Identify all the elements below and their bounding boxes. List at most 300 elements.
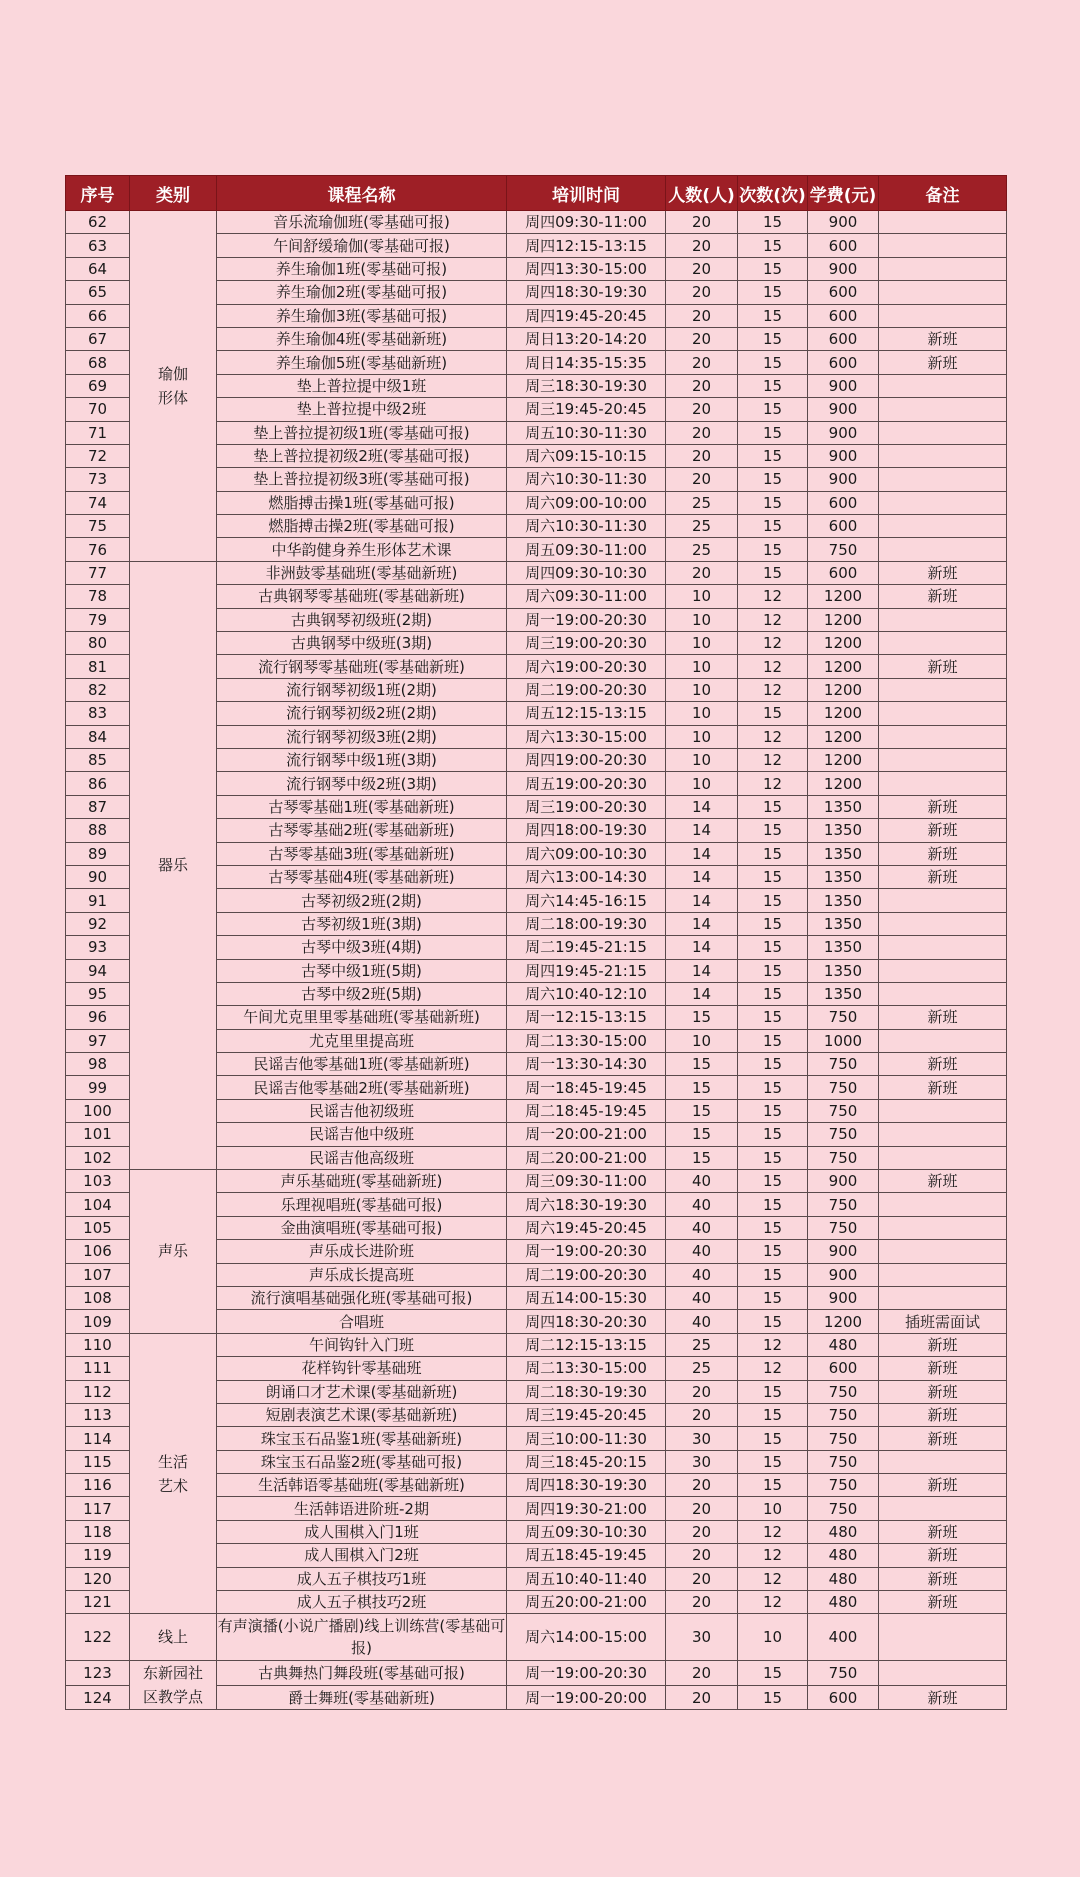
course-name-cell: 养生瑜伽2班(零基础可报) xyxy=(217,281,507,304)
remark-cell xyxy=(879,444,1007,467)
session-count-cell: 15 xyxy=(738,281,808,304)
training-time-cell: 周六09:00-10:00 xyxy=(507,491,666,514)
remark-cell xyxy=(879,1193,1007,1216)
session-count-cell: 15 xyxy=(738,538,808,561)
session-count-cell: 12 xyxy=(738,725,808,748)
capacity-cell: 20 xyxy=(666,374,738,397)
remark-cell: 新班 xyxy=(879,865,1007,888)
row-index-cell: 115 xyxy=(66,1450,130,1473)
row-index-cell: 116 xyxy=(66,1474,130,1497)
training-time-cell: 周四12:15-13:15 xyxy=(507,234,666,257)
category-cell xyxy=(130,1333,217,1614)
session-count-cell: 15 xyxy=(738,865,808,888)
row-index-cell: 64 xyxy=(66,257,130,280)
capacity-cell: 40 xyxy=(666,1310,738,1333)
capacity-cell: 10 xyxy=(666,585,738,608)
course-name-cell: 爵士舞班(零基础新班) xyxy=(217,1685,507,1710)
capacity-cell: 20 xyxy=(666,281,738,304)
capacity-cell: 25 xyxy=(666,538,738,561)
row-index-cell: 110 xyxy=(66,1333,130,1356)
training-time-cell: 周一18:45-19:45 xyxy=(507,1076,666,1099)
header-capacity: 人数(人) xyxy=(666,176,738,211)
session-count-cell: 15 xyxy=(738,982,808,1005)
row-index-cell: 92 xyxy=(66,912,130,935)
session-count-cell: 12 xyxy=(738,1544,808,1567)
course-name-cell: 花样钩针零基础班 xyxy=(217,1357,507,1380)
course-name-cell: 流行钢琴初级1班(2期) xyxy=(217,678,507,701)
training-time-cell: 周六09:15-10:15 xyxy=(507,444,666,467)
training-time-cell: 周五19:00-20:30 xyxy=(507,772,666,795)
remark-cell xyxy=(879,1123,1007,1146)
remark-cell xyxy=(879,772,1007,795)
course-name-cell: 垫上普拉提中级1班 xyxy=(217,374,507,397)
fee-cell: 600 xyxy=(808,281,879,304)
session-count-cell: 12 xyxy=(738,632,808,655)
capacity-cell: 30 xyxy=(666,1614,738,1661)
fee-cell: 750 xyxy=(808,1123,879,1146)
session-count-cell: 15 xyxy=(738,234,808,257)
course-name-cell: 古琴中级3班(4期) xyxy=(217,936,507,959)
session-count-cell: 15 xyxy=(738,1450,808,1473)
row-index-cell: 105 xyxy=(66,1216,130,1239)
capacity-cell: 20 xyxy=(666,1380,738,1403)
fee-cell: 1350 xyxy=(808,982,879,1005)
capacity-cell: 40 xyxy=(666,1193,738,1216)
course-name-cell: 养生瑜伽1班(零基础可报) xyxy=(217,257,507,280)
training-time-cell: 周二12:15-13:15 xyxy=(507,1333,666,1356)
capacity-cell: 20 xyxy=(666,304,738,327)
category-label: 瑜伽 xyxy=(157,364,188,383)
session-count-cell: 15 xyxy=(738,842,808,865)
capacity-cell: 20 xyxy=(666,1520,738,1543)
session-count-cell: 15 xyxy=(738,912,808,935)
course-name-cell: 古琴初级2班(2期) xyxy=(217,889,507,912)
session-count-cell: 12 xyxy=(738,608,808,631)
session-count-cell: 12 xyxy=(738,1591,808,1614)
fee-cell: 1200 xyxy=(808,702,879,725)
course-name-cell: 垫上普拉提初级1班(零基础可报) xyxy=(217,421,507,444)
training-time-cell: 周五20:00-21:00 xyxy=(507,1591,666,1614)
fee-cell: 750 xyxy=(808,1427,879,1450)
remark-cell xyxy=(879,1614,1007,1661)
remark-cell xyxy=(879,398,1007,421)
remark-cell xyxy=(879,1661,1007,1686)
capacity-cell: 30 xyxy=(666,1450,738,1473)
category-label: 形体 xyxy=(157,388,188,407)
row-index-cell: 87 xyxy=(66,795,130,818)
capacity-cell: 40 xyxy=(666,1216,738,1239)
fee-cell: 1200 xyxy=(808,725,879,748)
fee-cell: 1200 xyxy=(808,585,879,608)
row-index-cell: 108 xyxy=(66,1286,130,1309)
course-name-cell: 古琴中级2班(5期) xyxy=(217,982,507,1005)
row-index-cell: 114 xyxy=(66,1427,130,1450)
course-name-cell: 古典钢琴零基础班(零基础新班) xyxy=(217,585,507,608)
training-time-cell: 周一13:30-14:30 xyxy=(507,1053,666,1076)
training-time-cell: 周三19:00-20:30 xyxy=(507,795,666,818)
capacity-cell: 15 xyxy=(666,1099,738,1122)
header-course-name: 课程名称 xyxy=(217,176,507,211)
session-count-cell: 10 xyxy=(738,1497,808,1520)
fee-cell: 1200 xyxy=(808,655,879,678)
fee-cell: 1350 xyxy=(808,865,879,888)
session-count-cell: 12 xyxy=(738,1357,808,1380)
row-index-cell: 124 xyxy=(66,1685,130,1710)
course-name-cell: 非洲鼓零基础班(零基础新班) xyxy=(217,561,507,584)
capacity-cell: 15 xyxy=(666,1006,738,1029)
category-label: 声乐 xyxy=(157,1242,188,1261)
remark-cell: 新班 xyxy=(879,1685,1007,1710)
fee-cell: 480 xyxy=(808,1591,879,1614)
session-count-cell: 15 xyxy=(738,1076,808,1099)
training-time-cell: 周六19:45-20:45 xyxy=(507,1216,666,1239)
row-index-cell: 82 xyxy=(66,678,130,701)
course-name-cell: 民谣吉他高级班 xyxy=(217,1146,507,1169)
row-index-cell: 91 xyxy=(66,889,130,912)
session-count-cell: 15 xyxy=(738,1286,808,1309)
session-count-cell: 15 xyxy=(738,1263,808,1286)
fee-cell: 480 xyxy=(808,1544,879,1567)
capacity-cell: 25 xyxy=(666,1333,738,1356)
category-label: 东新园社 xyxy=(142,1664,203,1683)
row-index-cell: 75 xyxy=(66,515,130,538)
course-name-cell: 古典钢琴中级班(3期) xyxy=(217,632,507,655)
fee-cell: 600 xyxy=(808,304,879,327)
capacity-cell: 20 xyxy=(666,1474,738,1497)
training-time-cell: 周一19:00-20:30 xyxy=(507,1240,666,1263)
training-time-cell: 周六18:30-19:30 xyxy=(507,1193,666,1216)
training-time-cell: 周五18:45-19:45 xyxy=(507,1544,666,1567)
remark-cell xyxy=(879,1029,1007,1052)
training-time-cell: 周二18:45-19:45 xyxy=(507,1099,666,1122)
row-index-cell: 93 xyxy=(66,936,130,959)
header-remark: 备注 xyxy=(879,176,1007,211)
training-time-cell: 周五09:30-10:30 xyxy=(507,1520,666,1543)
fee-cell: 1200 xyxy=(808,772,879,795)
fee-cell: 900 xyxy=(808,257,879,280)
remark-cell: 新班 xyxy=(879,1053,1007,1076)
remark-cell: 新班 xyxy=(879,1357,1007,1380)
capacity-cell: 20 xyxy=(666,1661,738,1686)
course-name-cell: 流行钢琴初级2班(2期) xyxy=(217,702,507,725)
row-index-cell: 95 xyxy=(66,982,130,1005)
row-index-cell: 69 xyxy=(66,374,130,397)
fee-cell: 750 xyxy=(808,1099,879,1122)
header-fee: 学费(元) xyxy=(808,176,879,211)
training-time-cell: 周三19:45-20:45 xyxy=(507,398,666,421)
fee-cell: 900 xyxy=(808,444,879,467)
course-name-cell: 短剧表演艺术课(零基础新班) xyxy=(217,1403,507,1426)
category-cell xyxy=(130,561,217,1169)
fee-cell: 600 xyxy=(808,561,879,584)
course-name-cell: 流行钢琴零基础班(零基础新班) xyxy=(217,655,507,678)
fee-cell: 1350 xyxy=(808,889,879,912)
course-name-cell: 古琴零基础4班(零基础新班) xyxy=(217,865,507,888)
fee-cell: 480 xyxy=(808,1520,879,1543)
fee-cell: 900 xyxy=(808,374,879,397)
remark-cell xyxy=(879,1497,1007,1520)
course-name-cell: 古琴零基础2班(零基础新班) xyxy=(217,819,507,842)
capacity-cell: 14 xyxy=(666,889,738,912)
session-count-cell: 15 xyxy=(738,398,808,421)
remark-cell xyxy=(879,678,1007,701)
fee-cell: 1000 xyxy=(808,1029,879,1052)
capacity-cell: 10 xyxy=(666,608,738,631)
course-name-cell: 流行演唱基础强化班(零基础可报) xyxy=(217,1286,507,1309)
fee-cell: 1200 xyxy=(808,678,879,701)
capacity-cell: 14 xyxy=(666,842,738,865)
training-time-cell: 周五10:30-11:30 xyxy=(507,421,666,444)
header-time: 培训时间 xyxy=(507,176,666,211)
category-cell xyxy=(130,1614,217,1661)
training-time-cell: 周六10:30-11:30 xyxy=(507,515,666,538)
row-index-cell: 66 xyxy=(66,304,130,327)
fee-cell: 750 xyxy=(808,1380,879,1403)
remark-cell: 新班 xyxy=(879,795,1007,818)
row-index-cell: 65 xyxy=(66,281,130,304)
remark-cell xyxy=(879,468,1007,491)
training-time-cell: 周四09:30-10:30 xyxy=(507,561,666,584)
remark-cell: 新班 xyxy=(879,1567,1007,1590)
session-count-cell: 15 xyxy=(738,468,808,491)
capacity-cell: 14 xyxy=(666,795,738,818)
remark-cell: 新班 xyxy=(879,1544,1007,1567)
course-name-cell: 声乐基础班(零基础新班) xyxy=(217,1170,507,1193)
capacity-cell: 30 xyxy=(666,1427,738,1450)
training-time-cell: 周三19:45-20:45 xyxy=(507,1403,666,1426)
training-time-cell: 周四19:45-21:15 xyxy=(507,959,666,982)
course-name-cell: 燃脂搏击操1班(零基础可报) xyxy=(217,491,507,514)
session-count-cell: 15 xyxy=(738,444,808,467)
remark-cell xyxy=(879,1286,1007,1309)
course-name-cell: 成人围棋入门2班 xyxy=(217,1544,507,1567)
remark-cell xyxy=(879,702,1007,725)
course-name-cell: 午间舒缓瑜伽(零基础可报) xyxy=(217,234,507,257)
remark-cell: 新班 xyxy=(879,1591,1007,1614)
capacity-cell: 20 xyxy=(666,398,738,421)
remark-cell: 新班 xyxy=(879,1474,1007,1497)
remark-cell: 新班 xyxy=(879,1333,1007,1356)
row-index-cell: 120 xyxy=(66,1567,130,1590)
table-row xyxy=(66,211,1007,234)
course-table-container xyxy=(65,175,1006,1710)
course-name-cell: 古琴初级1班(3期) xyxy=(217,912,507,935)
session-count-cell: 15 xyxy=(738,1661,808,1686)
training-time-cell: 周三10:00-11:30 xyxy=(507,1427,666,1450)
training-time-cell: 周六13:30-15:00 xyxy=(507,725,666,748)
row-index-cell: 73 xyxy=(66,468,130,491)
course-name-cell: 午间尤克里里零基础班(零基础新班) xyxy=(217,1006,507,1029)
remark-cell xyxy=(879,1263,1007,1286)
course-name-cell: 音乐流瑜伽班(零基础可报) xyxy=(217,211,507,234)
row-index-cell: 99 xyxy=(66,1076,130,1099)
fee-cell: 900 xyxy=(808,1240,879,1263)
session-count-cell: 12 xyxy=(738,1333,808,1356)
remark-cell: 插班需面试 xyxy=(879,1310,1007,1333)
capacity-cell: 15 xyxy=(666,1053,738,1076)
row-index-cell: 90 xyxy=(66,865,130,888)
remark-cell: 新班 xyxy=(879,561,1007,584)
row-index-cell: 119 xyxy=(66,1544,130,1567)
fee-cell: 600 xyxy=(808,1357,879,1380)
row-index-cell: 84 xyxy=(66,725,130,748)
row-index-cell: 100 xyxy=(66,1099,130,1122)
table-row xyxy=(66,1661,1007,1686)
remark-cell: 新班 xyxy=(879,1520,1007,1543)
category-cell xyxy=(130,1661,217,1710)
fee-cell: 1350 xyxy=(808,819,879,842)
session-count-cell: 15 xyxy=(738,1006,808,1029)
fee-cell: 480 xyxy=(808,1567,879,1590)
header-index: 序号 xyxy=(66,176,130,211)
session-count-cell: 15 xyxy=(738,421,808,444)
row-index-cell: 104 xyxy=(66,1193,130,1216)
capacity-cell: 20 xyxy=(666,421,738,444)
training-time-cell: 周五14:00-15:30 xyxy=(507,1286,666,1309)
course-name-cell: 垫上普拉提中级2班 xyxy=(217,398,507,421)
training-time-cell: 周三19:00-20:30 xyxy=(507,632,666,655)
row-index-cell: 67 xyxy=(66,327,130,350)
course-name-cell: 古典钢琴初级班(2期) xyxy=(217,608,507,631)
course-name-cell: 民谣吉他初级班 xyxy=(217,1099,507,1122)
remark-cell xyxy=(879,889,1007,912)
session-count-cell: 15 xyxy=(738,959,808,982)
capacity-cell: 14 xyxy=(666,982,738,1005)
course-schedule-table xyxy=(65,175,1007,1710)
capacity-cell: 20 xyxy=(666,211,738,234)
training-time-cell: 周二20:00-21:00 xyxy=(507,1146,666,1169)
fee-cell: 750 xyxy=(808,1053,879,1076)
remark-cell xyxy=(879,1216,1007,1239)
training-time-cell: 周六14:45-16:15 xyxy=(507,889,666,912)
category-label: 艺术 xyxy=(157,1476,188,1495)
course-name-cell: 金曲演唱班(零基础可报) xyxy=(217,1216,507,1239)
session-count-cell: 15 xyxy=(738,889,808,912)
fee-cell: 600 xyxy=(808,234,879,257)
row-index-cell: 96 xyxy=(66,1006,130,1029)
remark-cell: 新班 xyxy=(879,1170,1007,1193)
fee-cell: 1200 xyxy=(808,632,879,655)
remark-cell: 新班 xyxy=(879,655,1007,678)
fee-cell: 1350 xyxy=(808,842,879,865)
session-count-cell: 15 xyxy=(738,1403,808,1426)
row-index-cell: 107 xyxy=(66,1263,130,1286)
fee-cell: 1350 xyxy=(808,912,879,935)
fee-cell: 900 xyxy=(808,421,879,444)
fee-cell: 750 xyxy=(808,538,879,561)
course-name-cell: 燃脂搏击操2班(零基础可报) xyxy=(217,515,507,538)
course-name-cell: 声乐成长进阶班 xyxy=(217,1240,507,1263)
capacity-cell: 10 xyxy=(666,725,738,748)
session-count-cell: 15 xyxy=(738,515,808,538)
training-time-cell: 周四19:00-20:30 xyxy=(507,748,666,771)
session-count-cell: 15 xyxy=(738,491,808,514)
capacity-cell: 14 xyxy=(666,936,738,959)
training-time-cell: 周六14:00-15:00 xyxy=(507,1614,666,1661)
training-time-cell: 周四13:30-15:00 xyxy=(507,257,666,280)
row-index-cell: 113 xyxy=(66,1403,130,1426)
fee-cell: 900 xyxy=(808,1286,879,1309)
session-count-cell: 15 xyxy=(738,304,808,327)
course-name-cell: 垫上普拉提初级3班(零基础可报) xyxy=(217,468,507,491)
remark-cell xyxy=(879,1146,1007,1169)
course-name-cell: 成人五子棋技巧1班 xyxy=(217,1567,507,1590)
capacity-cell: 25 xyxy=(666,515,738,538)
session-count-cell: 15 xyxy=(738,1685,808,1710)
row-index-cell: 103 xyxy=(66,1170,130,1193)
fee-cell: 900 xyxy=(808,1263,879,1286)
capacity-cell: 20 xyxy=(666,561,738,584)
remark-cell: 新班 xyxy=(879,819,1007,842)
training-time-cell: 周四18:30-19:30 xyxy=(507,281,666,304)
remark-cell xyxy=(879,608,1007,631)
row-index-cell: 78 xyxy=(66,585,130,608)
table-row xyxy=(66,1614,1007,1661)
session-count-cell: 15 xyxy=(738,702,808,725)
training-time-cell: 周四18:30-19:30 xyxy=(507,1474,666,1497)
training-time-cell: 周一12:15-13:15 xyxy=(507,1006,666,1029)
remark-cell: 新班 xyxy=(879,1380,1007,1403)
course-name-cell: 乐理视唱班(零基础可报) xyxy=(217,1193,507,1216)
remark-cell xyxy=(879,1099,1007,1122)
row-index-cell: 77 xyxy=(66,561,130,584)
training-time-cell: 周六10:30-11:30 xyxy=(507,468,666,491)
table-header-row xyxy=(66,176,1007,211)
remark-cell: 新班 xyxy=(879,327,1007,350)
capacity-cell: 14 xyxy=(666,959,738,982)
capacity-cell: 20 xyxy=(666,257,738,280)
row-index-cell: 117 xyxy=(66,1497,130,1520)
training-time-cell: 周二13:30-15:00 xyxy=(507,1357,666,1380)
session-count-cell: 12 xyxy=(738,748,808,771)
remark-cell xyxy=(879,211,1007,234)
training-time-cell: 周二19:45-21:15 xyxy=(507,936,666,959)
session-count-cell: 10 xyxy=(738,1614,808,1661)
row-index-cell: 97 xyxy=(66,1029,130,1052)
training-time-cell: 周日14:35-15:35 xyxy=(507,351,666,374)
training-time-cell: 周四09:30-11:00 xyxy=(507,211,666,234)
row-index-cell: 89 xyxy=(66,842,130,865)
capacity-cell: 20 xyxy=(666,327,738,350)
row-index-cell: 79 xyxy=(66,608,130,631)
row-index-cell: 74 xyxy=(66,491,130,514)
training-time-cell: 周五09:30-11:00 xyxy=(507,538,666,561)
remark-cell xyxy=(879,1450,1007,1473)
remark-cell: 新班 xyxy=(879,1427,1007,1450)
capacity-cell: 25 xyxy=(666,491,738,514)
capacity-cell: 10 xyxy=(666,632,738,655)
training-time-cell: 周二18:30-19:30 xyxy=(507,1380,666,1403)
remark-cell xyxy=(879,912,1007,935)
training-time-cell: 周六13:00-14:30 xyxy=(507,865,666,888)
course-name-cell: 珠宝玉石品鉴1班(零基础新班) xyxy=(217,1427,507,1450)
category-label: 区教学点 xyxy=(142,1688,203,1707)
training-time-cell: 周六09:30-11:00 xyxy=(507,585,666,608)
session-count-cell: 15 xyxy=(738,1099,808,1122)
row-index-cell: 109 xyxy=(66,1310,130,1333)
capacity-cell: 40 xyxy=(666,1240,738,1263)
remark-cell xyxy=(879,936,1007,959)
course-name-cell: 午间钩针入门班 xyxy=(217,1333,507,1356)
session-count-cell: 12 xyxy=(738,585,808,608)
fee-cell: 600 xyxy=(808,491,879,514)
course-name-cell: 民谣吉他中级班 xyxy=(217,1123,507,1146)
course-name-cell: 流行钢琴初级3班(2期) xyxy=(217,725,507,748)
capacity-cell: 20 xyxy=(666,1544,738,1567)
training-time-cell: 周六19:00-20:30 xyxy=(507,655,666,678)
training-time-cell: 周一19:00-20:30 xyxy=(507,608,666,631)
fee-cell: 750 xyxy=(808,1193,879,1216)
